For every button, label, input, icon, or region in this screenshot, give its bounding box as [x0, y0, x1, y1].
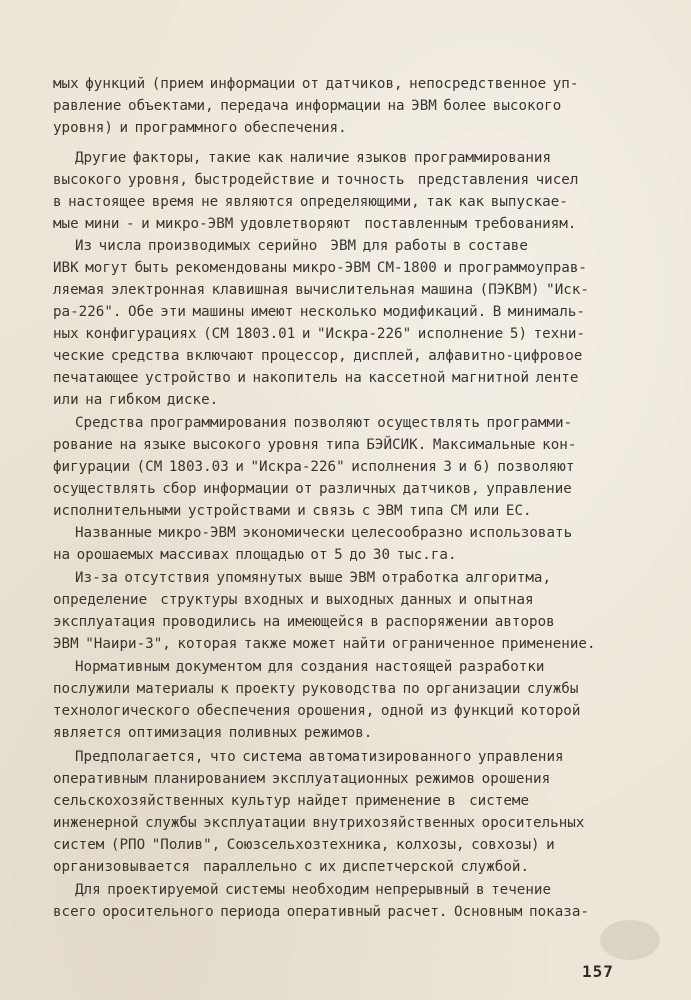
text-line: всего оросительного периода оперативный расчет. Основным показа- — [53, 904, 589, 920]
text-line: Для проектируемой системы необходим непрерывный в течение — [75, 882, 552, 898]
text-line: сельскохозяйственных культур найдет применение в системе — [53, 793, 530, 809]
text-line: Предполагается, что система автоматизированного управления — [75, 749, 564, 765]
text-line: печатающее устройство и накопитель на кассетной магнитной ленте — [53, 370, 579, 386]
text-line: систем (РПО "Полив", Союзсельхозтехника, колхозы, совхозы) и — [53, 837, 555, 853]
text-line: ра-226". Обе эти машины имеют несколько модификаций. В минималь- — [53, 304, 585, 320]
text-line: в настоящее время не являются определяющими, так как выпускае- — [53, 194, 568, 210]
text-line: определение структуры входных и выходных данных и опытная — [53, 592, 534, 608]
text-line: на орошаемых массивах площадью от 5 до 30 тыс.га. — [53, 547, 457, 563]
text-line: эксплуатация проводились на имеющейся в распоряжении авторов — [53, 614, 555, 630]
text-line: ческие средства включают процессор, дисплей, алфавитно-цифровое — [53, 348, 583, 364]
text-line: оперативным планированием эксплуатационных режимов орошения — [53, 771, 551, 787]
text-line: мые мини - и микро-ЭВМ удовлетворяют поставленным требованиям. — [53, 216, 577, 232]
page-number: 157 — [582, 962, 614, 981]
text-line: ИВК могут быть рекомендованы микро-ЭВМ СМ-1800 и программоуправ- — [53, 260, 587, 276]
text-line: послужили материалы к проекту руководства по организации службы — [53, 681, 579, 697]
text-line: Из числа производимых серийно ЭВМ для работы в составе — [75, 238, 528, 254]
text-line: рование на языке высокого уровня типа БЭЙСИК. Максимальные кон- — [53, 437, 577, 453]
text-line: Названные микро-ЭВМ экономически целесообразно использовать — [75, 525, 573, 541]
text-line: Из-за отсутствия упомянутых выше ЭВМ отработка алгоритма, — [75, 570, 552, 586]
text-line: мых функций (прием информации от датчиков, непосредственное уп- — [53, 76, 579, 92]
text-line: исполнительными устройствами и связь с ЭВМ типа СМ или ЕС. — [53, 503, 532, 519]
text-line: уровня) и программного обеспечения. — [53, 120, 347, 136]
text-line: технологического обеспечения орошения, одной из функций которой — [53, 703, 581, 719]
text-line: ЭВМ "Наири-3", которая также может найти ограниченное применение. — [53, 636, 596, 652]
text-line: ных конфигурациях (СМ 1803.01 и "Искра-226" исполнение 5) техни- — [53, 326, 585, 342]
text-line: фигурации (СМ 1803.03 и "Искра-226" исполнения 3 и 6) позволяют — [53, 459, 575, 475]
text-line: является оптимизация поливных режимов. — [53, 725, 373, 741]
text-line: равление объектами, передача информации на ЭВМ более высокого — [53, 98, 562, 114]
paper-stain — [600, 920, 660, 960]
text-line: или на гибком диске. — [53, 392, 219, 408]
text-line: Средства программирования позволяют осуществлять программи- — [75, 415, 573, 431]
text-line: инженерной службы эксплуатации внутрихозяйственных оросительных — [53, 815, 585, 831]
text-line: осуществлять сбор информации от различных датчиков, управление — [53, 481, 572, 497]
text-line: Другие факторы, такие как наличие языков программирования — [75, 150, 552, 166]
text-line: организовывается параллельно с их диспетчерской службой. — [53, 859, 530, 875]
text-line: высокого уровня, быстродействие и точность представления чисел — [53, 172, 579, 188]
text-line: Нормативным документом для создания настоящей разработки — [75, 659, 545, 675]
text-line: ляемая электронная клавишная вычислительная машина (ПЭКВМ) "Иск- — [53, 282, 589, 298]
